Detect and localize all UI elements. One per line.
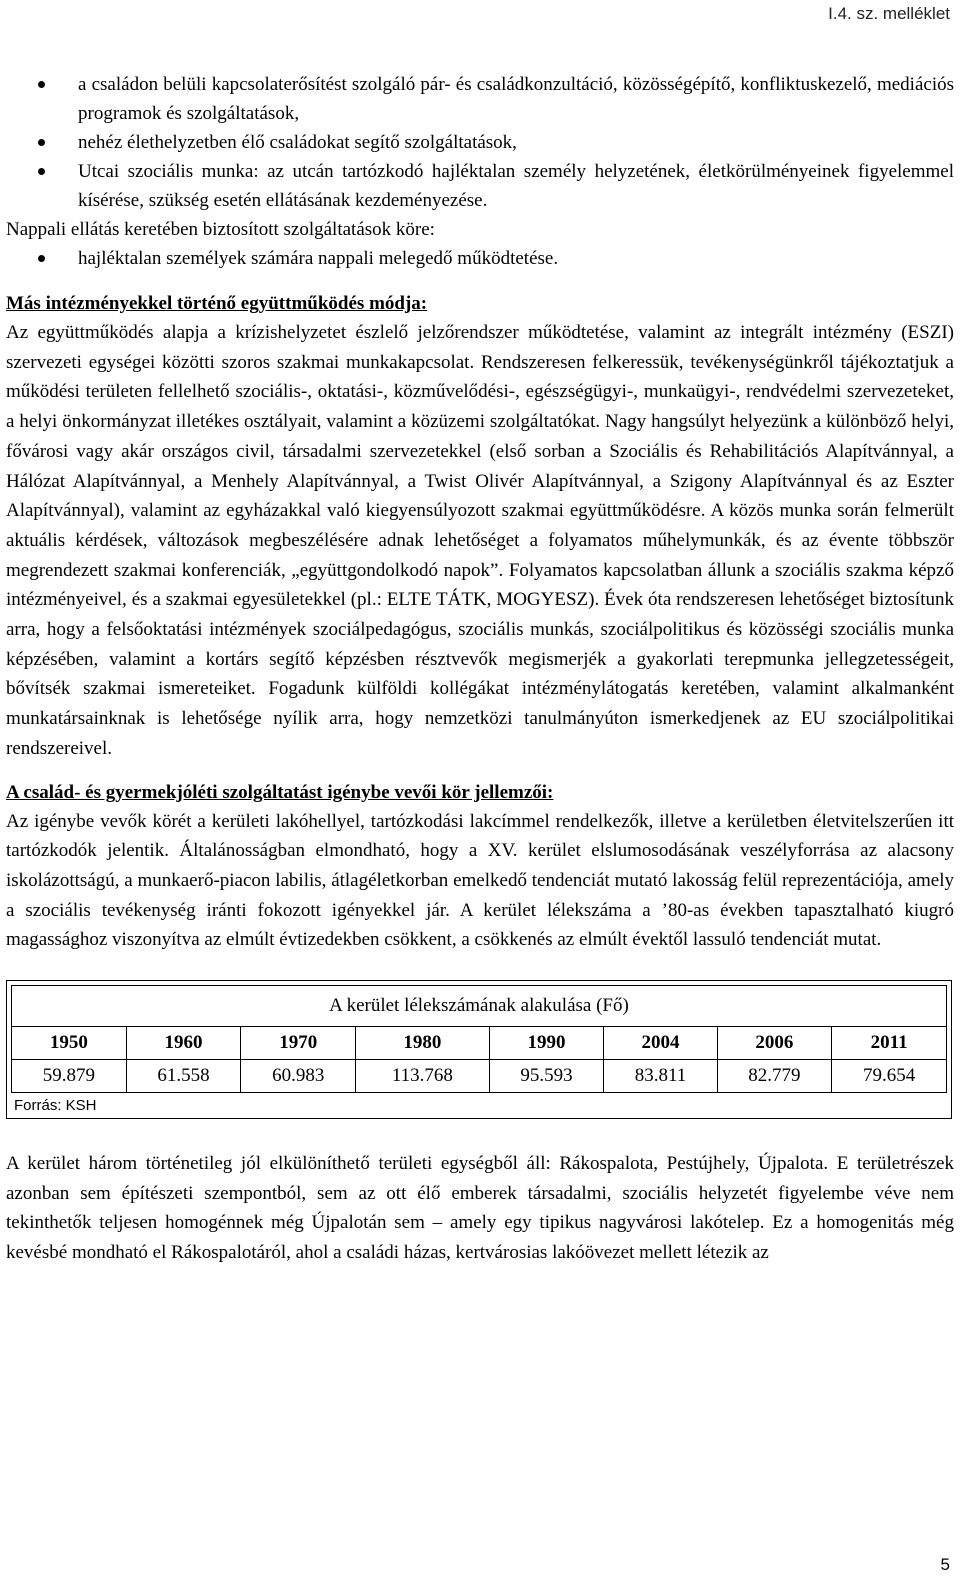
list-item: a családon belüli kapcsolaterősítést szolgáló pár- és családkonzultáció, közösségépítő, konfliktuskezelő, mediációs programok és szolgáltatások, <box>6 70 954 128</box>
table-caption: A kerület lélekszámának alakulása (Fő) <box>12 986 947 1027</box>
population-table-frame <box>6 980 952 1119</box>
value-cell: 83.811 <box>604 1060 717 1093</box>
year-cell: 1960 <box>126 1027 241 1060</box>
cooperation-heading: Más intézményekkel történő együttműködés módja: <box>6 293 428 314</box>
year-cell: 1990 <box>489 1027 604 1060</box>
table-row <box>12 1060 947 1093</box>
closing-paragraph: A kerület három történetileg jól elkülöníthető területi egységből áll: Rákospalota, Pestújhely, Újpalota. E területrészek azonban sem építészeti szempontból, sem az ott élő emberek társadalmi, szociális helyzetét figyelembe véve nem tekinthetők teljesen homogénnek még Újpalotán sem – amely egy tipikus nagyvárosi lakótelep. Ez a homogenitás még kevésbé mondható el Rákospalotáról, ahol a családi házas, kertvárosias lakóövezet mellett létezik az <box>6 1153 954 1264</box>
population-table <box>11 985 947 1093</box>
clients-paragraph: Az igénybe vevők körét a kerületi lakóhellyel, tartózkodási lakcímmel rendelkezők, illetve a kerületben életvitelszerűen itt tartózkodók jelentik. Általánosságban elmondható, hogy a XV. kerület elslumosodásának veszélyforrása az alacsony iskolázottságú, a munkaerő-piacon labilis, átlagéletkorban emelkedő tendenciát mutató lakosság felül reprezentációja, amely a szociális tevékenység iránti fokozott igényekkel jár. A kerület lélekszáma a ’80-as években tapasztalható kiugró magassághoz viszonyítva az elmúlt évtizedekben csökkent, a csökkenés az elmúlt évektől lassuló tendenciát mutat. <box>6 810 954 951</box>
service-list-day-care <box>6 244 954 273</box>
page-number: 5 <box>940 1555 950 1574</box>
value-cell: 95.593 <box>489 1060 604 1093</box>
year-cell: 2004 <box>604 1027 717 1060</box>
list-item: nehéz élethelyzetben élő családokat segítő szolgáltatások, <box>6 128 954 157</box>
annex-label: I.4. sz. melléklet <box>828 4 950 23</box>
list-item: hajléktalan személyek számára nappali melegedő működtetése. <box>6 244 954 273</box>
year-cell: 2011 <box>832 1027 947 1060</box>
document-page <box>6 70 954 1268</box>
value-cell: 61.558 <box>126 1060 241 1093</box>
year-cell: 1950 <box>12 1027 127 1060</box>
cooperation-paragraph: Az együttműködés alapja a krízishelyzetet észlelő jelzőrendszer működtetése, valamint az integrált intézmény (ESZI) szervezeti egységei közötti szoros szakmai munkakapcsolat. Rendszeresen felkeressük, tevékenységünkről tájékoztatjuk a működési területen fellelhető szociális-, oktatási-, közművelődési-, egészségügyi-, munkaügyi-, rendvédelmi szervezeteket, a helyi önkormányzat illetékes osztályait, valamint a közüzemi szolgáltatókat. Nagy hangsúlyt helyezünk a különböző helyi, fővárosi vagy akár országos civil, társadalmi szervezetekkel (első sorban a Szociális és Rehabilitációs Alapítvánnyal, a Hálózat Alapítvánnyal, a Menhely Alapítvánnyal, a Twist Olivér Alapítvánnyal, a Szigony Alapítvánnyal és az Eszter Alapítvánnyal), valamint az egyházakkal való kiegyensúlyozott szakmai együttműködésre. A közös munka során felmerült aktuális kérdések, változások megbeszélésére adnak lehetőséget a folyamatos műhelymunkák, és az évente többször megrendezett szakmai konferenciák, „együttgondolkodó napok”. Folyamatos kapcsolatban állunk a szociális szakma képző intézményeivel, és a szakmai egyesületekkel (pl.: ELTE TÁTK, MOGYESZ). Évek óta rendszeresen lehetőséget biztosítunk arra, hogy a felsőoktatási intézmények szociálpedagógus, szociális munkás, szociálpolitikus és közösségi szociális munka képzésében, valamint a kortárs segítő képzésben résztvevők megismerjék a gyakorlati terepmunka jellegzetességeit, bővítsék szakmai ismereteiket. Fogadunk külföldi kollégákat intézménylátogatás keretében, valamint alkalmanként munkatársainknak is lehetősége nyílik arra, hogy nemzetközi tanulmányúton ismerkedjenek az EU szociálpolitikai rendszereivel. <box>6 322 954 759</box>
clients-heading: A család- és gyermekjóléti szolgáltatást igénybe vevői kör jellemzői: <box>6 781 554 803</box>
table-source: Forrás: KSH <box>14 1097 97 1115</box>
value-cell: 82.779 <box>717 1060 832 1093</box>
year-cell: 2006 <box>717 1027 832 1060</box>
value-cell: 59.879 <box>12 1060 127 1093</box>
list-item: Utcai szociális munka: az utcán tartózkodó hajléktalan személy helyzetének, életkörülményeinek figyelemmel kísérése, szükség esetén ellátásának kezdeményezése. <box>6 157 954 215</box>
service-list-top <box>6 70 954 215</box>
value-cell: 60.983 <box>241 1060 356 1093</box>
table-header-row <box>12 1027 947 1060</box>
year-cell: 1970 <box>241 1027 356 1060</box>
year-cell: 1980 <box>356 1027 490 1060</box>
day-care-intro: Nappali ellátás keretében biztosított szolgáltatások köre: <box>6 219 435 240</box>
value-cell: 79.654 <box>832 1060 947 1093</box>
value-cell: 113.768 <box>356 1060 490 1093</box>
